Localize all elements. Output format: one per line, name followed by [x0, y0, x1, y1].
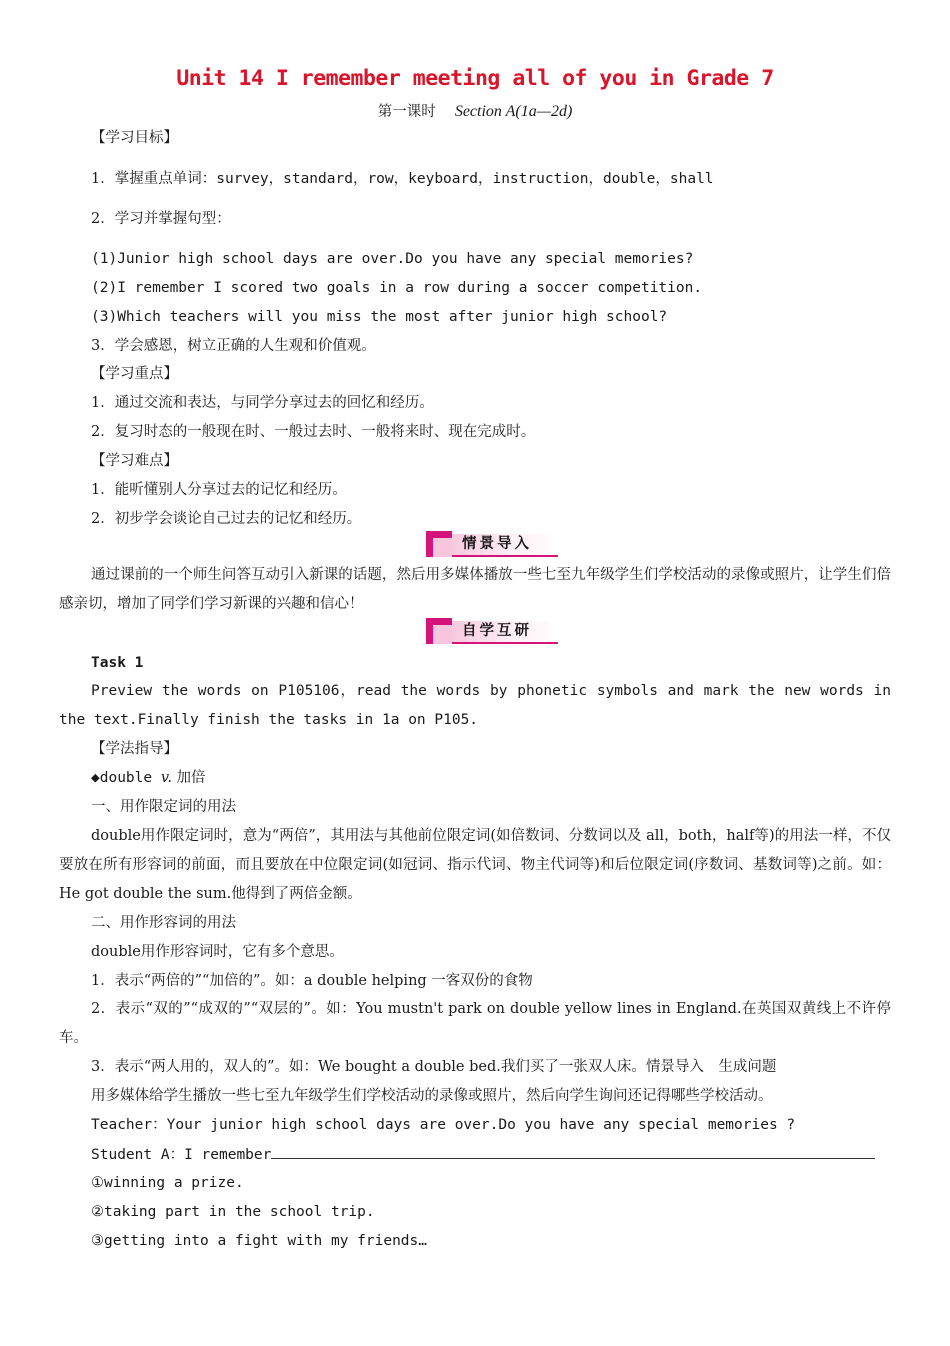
- banner-label: 自学互研: [462, 623, 532, 639]
- student-prefix: Student A：I remember: [91, 1147, 272, 1163]
- sentence-3: (3)Which teachers will you miss the most after junior high school?: [91, 309, 668, 325]
- sentence-2: (2)I remember I scored two goals in a row during a soccer competition.: [91, 280, 703, 296]
- section-banner-self-study: [426, 618, 558, 644]
- difficulties-heading: 【学习难点】: [91, 453, 178, 469]
- meaning-3: 3．表示“两人用的，双人的”。如：We bought a double bed.我们买了一张双人床。情景导入 生成问题 用多媒体给学生播放一些七至九年级学生们学校活动的录像或照片，然后向学生询问还记得哪些学校活动。: [59, 1053, 891, 1111]
- student-line: [91, 1144, 875, 1165]
- task-title: Task 1: [91, 655, 144, 671]
- banner-square-icon: [426, 531, 452, 557]
- lesson-subtitle: [0, 100, 950, 121]
- banner-square-icon: [426, 618, 452, 644]
- option-2: ②taking part in the school trip.: [91, 1204, 375, 1220]
- meaning-1: 1．表示“两倍的”“加倍的”。如：a double helping 一客双份的食物: [91, 973, 533, 989]
- answer-blank: [271, 1144, 875, 1159]
- word-meaning: 加倍: [171, 770, 206, 786]
- difficulty-2: 2．初步学会谈论自己过去的记忆和经历。: [91, 511, 362, 527]
- usage-1-paragraph: double用作限定词时，意为“两倍”，其用法与其他前位限定词(如倍数词、分数词以及 all，both，half等)的用法一样，不仅要放在所有形容词的前面，而且要放在中位限定词(如冠词、指示代词、物主代词等)和后位限定词(序数词、基数词等)之前。如：He got double the sum.他得到了两倍金额。: [59, 828, 891, 902]
- intro-paragraph: 通过课前的一个师生问答互动引入新课的话题，然后用多媒体播放一些七至九年级学生们学校活动的录像或照片，让学生们倍感亲切，增加了同学们学习新课的兴趣和信心！: [59, 567, 891, 612]
- option-3: ③getting into a fight with my friends…: [91, 1233, 427, 1249]
- key-point-2: 2．复习时态的一般现在时、一般过去时、一般将来时、现在完成时。: [91, 424, 536, 440]
- teacher-line: Teacher：Your junior high school days are over.Do you have any special memories ?: [91, 1117, 796, 1133]
- unit-title: Unit 14 I remember meeting all of you in Grade 7: [176, 66, 774, 91]
- word-entry-double: [91, 768, 206, 788]
- task-paragraph: Preview the words on P105106，read the words by phonetic symbols and mark the new words in the text.Finally finish the tasks in 1a on P105.: [59, 683, 891, 728]
- banner-label: 情景导入: [462, 536, 532, 552]
- key-point-1: 1．通过交流和表达，与同学分享过去的回忆和经历。: [91, 395, 434, 411]
- option-1: ①winning a prize.: [91, 1175, 244, 1191]
- goals-heading: 【学习目标】: [91, 130, 178, 146]
- usage-2-intro: double用作形容词时，它有多个意思。: [91, 944, 344, 960]
- guide-heading: 【学法指导】: [91, 741, 178, 757]
- usage-2-heading: 二、用作形容词的用法: [91, 915, 236, 931]
- section-label: Section A(1a—2d): [454, 103, 573, 120]
- difficulty-1: 1．能听懂别人分享过去的记忆和经历。: [91, 482, 347, 498]
- goal-item-2: 2．学习并掌握句型：: [91, 211, 231, 227]
- section-banner-intro: [426, 531, 558, 557]
- goal-item-1-words: survey，standard，row，keyboard，instruction，double，shall: [216, 171, 714, 187]
- goal-item-1-label: 1．掌握重点单词：: [91, 171, 217, 187]
- usage-1-heading: 一、用作限定词的用法: [91, 799, 236, 815]
- lesson-number: 第一课时: [377, 104, 436, 120]
- word-part-of-speech: v.: [160, 770, 172, 786]
- meaning-2: 2．表示“双的”“成双的”“双层的”。如：You mustn't park on double yellow lines in England.在英国双黄线上不许停车。: [59, 1001, 891, 1046]
- key-points-heading: 【学习重点】: [91, 366, 178, 382]
- sentence-1: (1)Junior high school days are over.Do you have any special memories?: [91, 251, 694, 267]
- media-line: 用多媒体给学生播放一些七至九年级学生们学校活动的录像或照片，然后向学生询问还记得哪些学校活动。: [91, 1088, 773, 1104]
- goal-item-1: [91, 169, 714, 189]
- word-headword: ◆double: [91, 770, 161, 786]
- goal-item-3: 3．学会感恩，树立正确的人生观和价值观。: [91, 338, 376, 354]
